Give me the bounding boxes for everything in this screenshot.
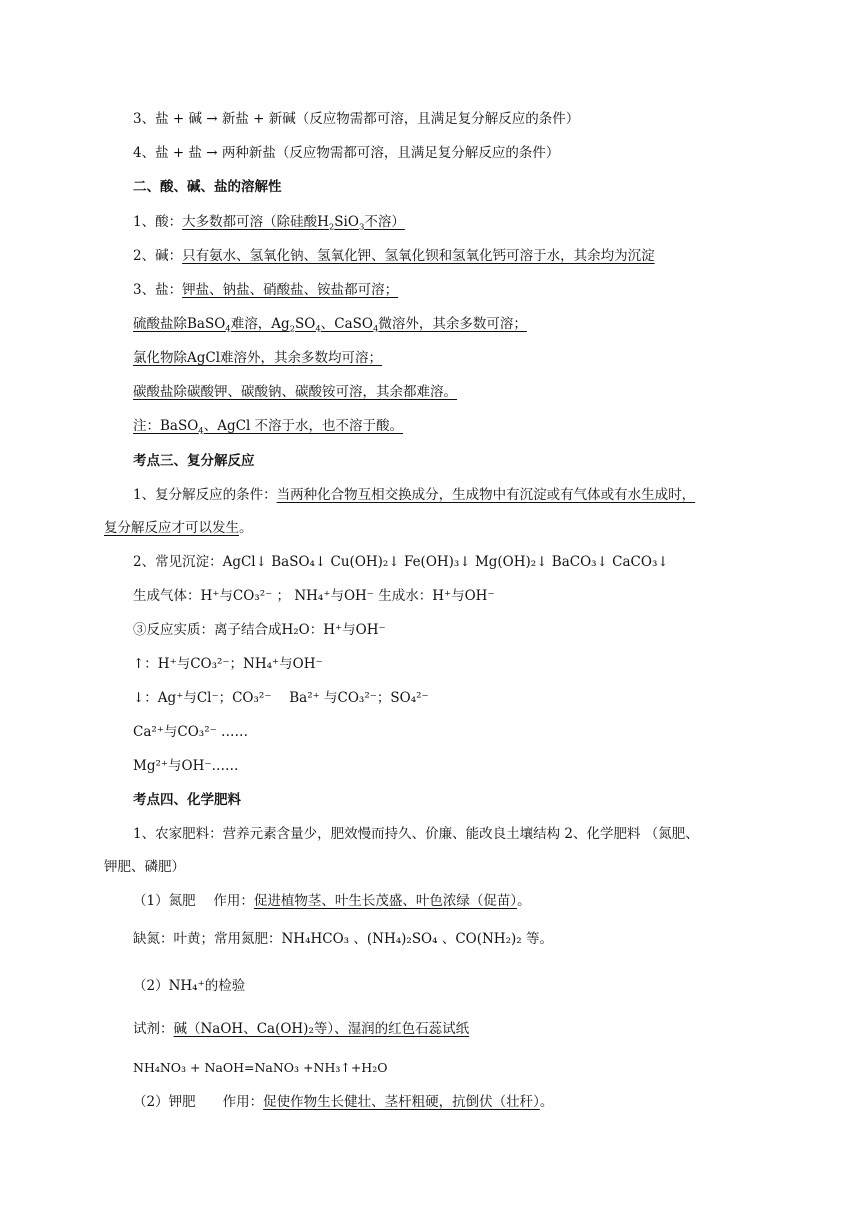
salt-solubility: 3、盐：钾盐、钠盐、硝酸盐、铵盐都可溶； [133,282,399,298]
section-heading-fertilizer: 考点四、化学肥料 [133,792,241,808]
reagent-line: 试剂：碱（NaOH、Ca(OH)₂等）、湿润的红色石蕊试纸 [133,1021,470,1037]
common-precipitates: 2、常见沉淀：AgCl↓ BaSO₄↓ Cu(OH)₂↓ Fe(OH)₃↓ Mg(OH)₂↓ BaCO₃↓ CaCO₃↓ [133,554,669,570]
farm-fertilizer-line-2: 钾肥、磷肥） [104,859,185,875]
farm-fertilizer-line-1: 1、农家肥料：营养元素含量少，肥效慢而持久、价廉、能改良土壤结构 2、化学肥料 （氮肥、 [133,826,699,842]
gas-ion-pairs: ↑：H⁺与CO₃²⁻；NH₄⁺与OH⁻ [133,656,323,672]
chloride-solubility: 氯化物除AgCl难溶外，其余多数均可溶； [133,350,383,366]
nitrogen-deficiency: 缺氮：叶黄；常用氮肥：NH₄HCO₃ 、(NH₄)₂SO₄ 、CO(NH₂)₂ 等。 [133,931,553,947]
note-insoluble: 注：BaSO$_4$、AgCl 不溶于水，也不溶于酸。 [133,418,404,437]
nitrogen-fertilizer: （1）氮肥 作用：促进植物茎、叶生长茂盛、叶色浓绿（促苗）。 [133,893,531,909]
reaction-salt-base: 3、盐 + 碱 → 新盐 + 新碱（反应物需都可溶，且满足复分解反应的条件） [133,111,580,127]
sulfate-solubility: 硫酸盐除BaSO$_4$难溶，$Ag_2SO_4$、CaSO$_4$微溶外，其余多数可溶； [133,316,527,335]
condition-line-2: 复分解反应才可以发生。 [104,520,253,536]
carbonate-solubility: 碳酸盐除碳酸钾、碳酸钠、碳酸铵可溶，其余都难溶。 [133,384,457,400]
acid-solubility: 1、酸：大多数都可溶（除硅酸$H_2SiO_3$不溶） [133,214,405,233]
ammonium-test-heading: （2）NH₄⁺的检验 [133,978,246,994]
ammonium-equation: NH₄NO₃ + NaOH=NaNO₃ +NH₃↑+H₂O [133,1060,388,1075]
calcium-pair: Ca²⁺与CO₃²⁻ …… [133,724,249,740]
section-heading-solubility: 二、酸、碱、盐的溶解性 [133,179,282,195]
magnesium-pair: Mg²⁺与OH⁻…… [133,758,239,774]
precipitate-ion-pairs: ↓：Ag⁺与Cl⁻；CO₃²⁻ Ba²⁺ 与CO₃²⁻；SO₄²⁻ [133,690,429,706]
reaction-essence: ③反应实质：离子结合成H₂O：H⁺与OH⁻ [133,622,386,638]
potassium-fertilizer: （2）钾肥 作用：促使作物生长健壮、茎杆粗硬，抗倒伏（壮秆）。 [133,1094,554,1110]
gas-water-formation: 生成气体：H⁺与CO₃²⁻ ； NH₄⁺与OH⁻ 生成水：H⁺与OH⁻ [133,588,495,604]
base-solubility: 2、碱：只有氨水、氢氧化钠、氢氧化钾、氢氧化钡和氢氧化钙可溶于水，其余均为沉淀 [133,248,655,264]
condition-line-1: 1、复分解反应的条件：当两种化合物互相交换成分，生成物中有沉淀或有气体或有水生成时， [133,487,696,503]
section-heading-double-displacement: 考点三、复分解反应 [133,453,255,469]
reaction-salt-salt: 4、盐 + 盐 → 两种新盐（反应物需都可溶，且满足复分解反应的条件） [133,145,560,161]
